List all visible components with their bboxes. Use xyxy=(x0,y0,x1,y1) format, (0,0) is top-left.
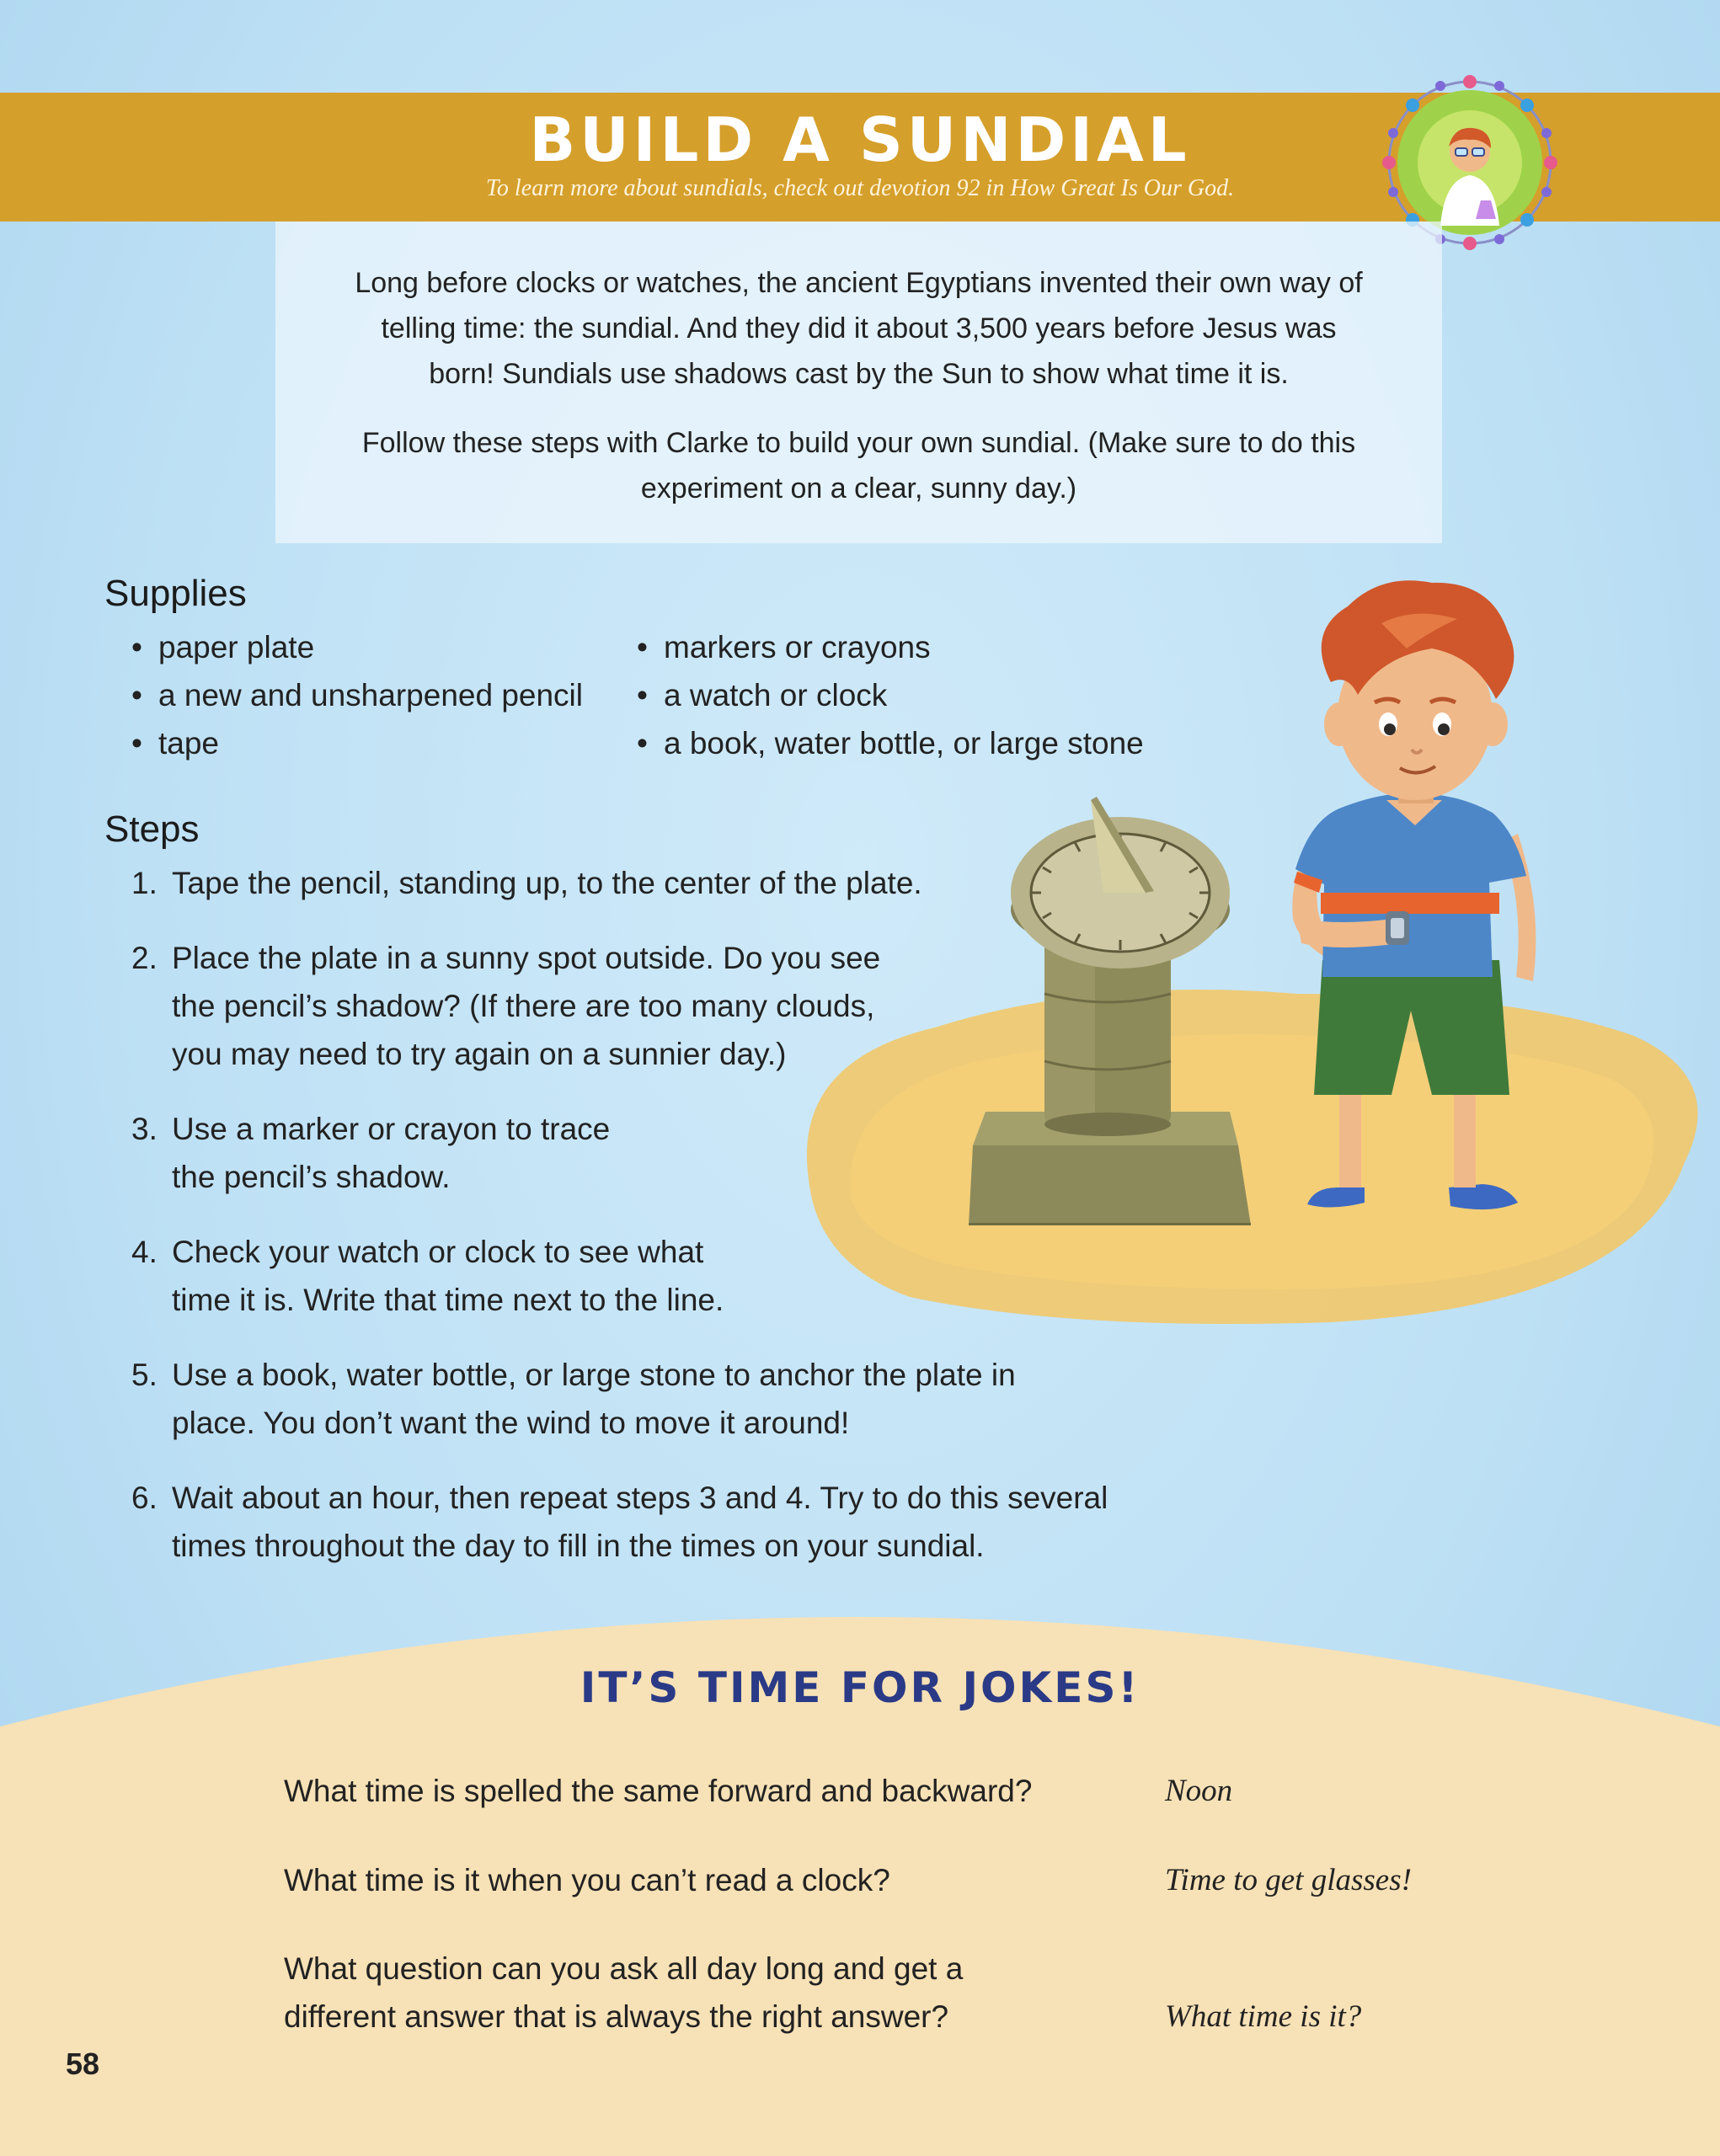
step-item xyxy=(131,934,1108,1078)
step-number: 5. xyxy=(131,1358,158,1392)
list-item: • a watch or clock xyxy=(637,671,1144,719)
step-number: 2. xyxy=(131,941,158,975)
step-line: Wait about an hour, then repeat steps 3 and 4. Try to do this several xyxy=(172,1481,1108,1515)
step-number: 3. xyxy=(131,1112,158,1146)
supplies-heading: Supplies xyxy=(104,573,247,614)
joke-answer: What time is it? xyxy=(1165,1999,1362,2034)
list-item: • tape xyxy=(131,719,583,767)
supplies-list-left xyxy=(131,623,583,767)
intro-box xyxy=(275,221,1442,543)
step-line: Use a book, water bottle, or large stone to anchor the plate in xyxy=(172,1358,1016,1392)
joke-question-line: different answer that is always the right answer? xyxy=(284,1999,949,2034)
page-subtitle: To learn more about sundials, check out devotion 92 in How Great Is Our God. xyxy=(485,175,1235,201)
intro-paragraph-1: Long before clocks or watches, the ancient Egyptians invented their own way of telling time: the sundial. And they did it about 3,500 years before Jesus was born! Sundials use shadows cast by the Sun to show what time it is. xyxy=(355,267,1363,390)
step-line: Place the plate in a sunny spot outside. Do you see xyxy=(172,941,881,975)
step-line: the pencil’s shadow? (If there are too many clouds, xyxy=(172,989,875,1023)
joke-question-line: What question can you ask all day long and get a xyxy=(284,1951,964,1986)
step-number: 6. xyxy=(131,1481,158,1515)
list-item: • paper plate xyxy=(131,623,583,671)
step-item xyxy=(131,1351,1108,1447)
step-item xyxy=(131,1228,1108,1324)
step-line: times throughout the day to fill in the times on your sundial. xyxy=(172,1529,985,1563)
step-line: you may need to try again on a sunnier day.) xyxy=(172,1037,787,1071)
joke-question xyxy=(284,1856,890,1904)
joke-question-line: What time is spelled the same forward and backward? xyxy=(284,1774,1033,1808)
step-line: Check your watch or clock to see what xyxy=(172,1235,704,1269)
step-line: the pencil’s shadow. xyxy=(172,1160,451,1194)
step-number: 1. xyxy=(131,866,158,900)
steps-list xyxy=(131,859,1108,1597)
step-line: time it is. Write that time next to the line. xyxy=(172,1283,724,1317)
step-item xyxy=(131,1474,1108,1570)
step-item xyxy=(131,1105,1108,1201)
intro-paragraph-2: Follow these steps with Clarke to build your own sundial. (Make sure to do this experiment on a clear, sunny day.) xyxy=(361,427,1356,504)
joke-answer: Noon xyxy=(1165,1774,1233,1808)
joke-question xyxy=(284,1767,1032,1815)
step-number: 4. xyxy=(131,1235,158,1269)
step-line: place. You don’t want the wind to move it around! xyxy=(172,1406,850,1440)
step-line: Tape the pencil, standing up, to the center of the plate. xyxy=(172,866,922,900)
list-item: • a new and unsharpened pencil xyxy=(131,671,583,719)
step-item xyxy=(131,859,1108,907)
list-item: • a book, water bottle, or large stone xyxy=(637,719,1144,767)
jokes-title: IT’S TIME FOR JOKES! xyxy=(580,1663,1140,1712)
joke-question-line: What time is it when you can’t read a clock? xyxy=(284,1863,890,1897)
page-number: 58 xyxy=(66,2047,100,2081)
steps-heading: Steps xyxy=(104,808,200,850)
page-title: BUILD A SUNDIAL xyxy=(529,104,1191,175)
list-item: • markers or crayons xyxy=(637,623,1144,671)
step-line: Use a marker or crayon to trace xyxy=(172,1112,611,1146)
joke-answer: Time to get glasses! xyxy=(1165,1863,1412,1897)
joke-question xyxy=(284,1945,963,2041)
